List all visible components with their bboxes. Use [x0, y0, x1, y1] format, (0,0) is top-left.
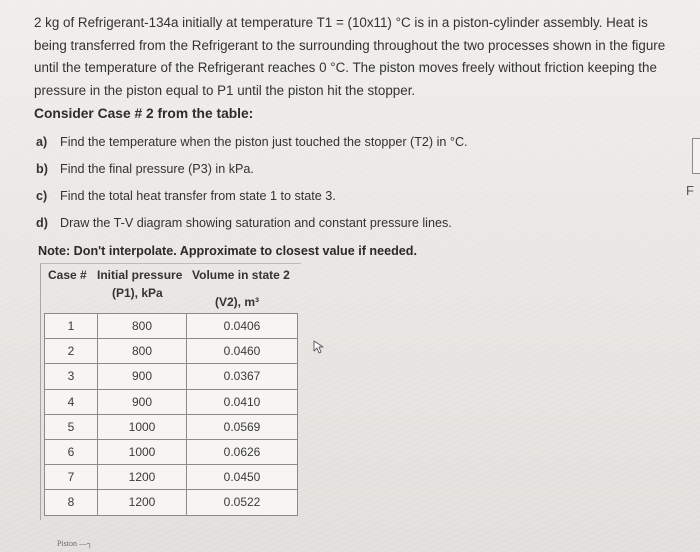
figure-label-piston: Piston —┐ [57, 539, 93, 548]
header-pressure-line1: Initial pressure [97, 268, 183, 282]
figure-label-text: Piston [57, 539, 78, 548]
offscreen-bracket [692, 138, 700, 174]
case-cell: 4 [45, 389, 98, 414]
header-volume-line1: Volume in state 2 [192, 268, 290, 282]
mouse-cursor-icon [313, 340, 327, 354]
table-row [45, 465, 298, 490]
pressure-cell: 800 [98, 339, 187, 364]
question-text: Find the total heat transfer from state 1 to state 3. [60, 189, 336, 203]
header-case: Case # [48, 268, 87, 282]
volume-cell: 0.0367 [187, 364, 298, 389]
question-c [36, 189, 336, 203]
question-a [36, 135, 468, 149]
problem-statement [34, 12, 674, 102]
pressure-cell: 1000 [98, 439, 187, 464]
case-cell: 3 [45, 364, 98, 389]
volume-cell: 0.0569 [187, 414, 298, 439]
question-d [36, 216, 452, 230]
case-table [44, 313, 298, 516]
volume-cell: 0.0460 [187, 339, 298, 364]
volume-cell: 0.0522 [187, 490, 298, 515]
offscreen-letter: F [686, 183, 694, 198]
case-cell: 2 [45, 339, 98, 364]
case-cell: 1 [45, 314, 98, 339]
table-row [45, 339, 298, 364]
case-cell: 5 [45, 414, 98, 439]
case-cell: 6 [45, 439, 98, 464]
pressure-cell: 800 [98, 314, 187, 339]
volume-cell: 0.0410 [187, 389, 298, 414]
case-heading: Consider Case # 2 from the table: [34, 106, 254, 121]
question-text: Find the temperature when the piston just touched the stopper (T2) in °C. [60, 135, 468, 149]
volume-cell: 0.0406 [187, 314, 298, 339]
problem-line: pressure in the piston equal to P1 until the piston hit the stopper. [34, 82, 416, 98]
note-text: Note: Don't interpolate. Approximate to closest value if needed. [38, 244, 417, 258]
question-b [36, 162, 254, 176]
volume-cell: 0.0450 [187, 465, 298, 490]
pressure-cell: 1200 [98, 490, 187, 515]
header-pressure-line2: (P1), kPa [112, 286, 163, 300]
problem-line: being transferred from the Refrigerant to the surrounding throughout the two processes shown in the figure [34, 37, 666, 53]
volume-cell: 0.0626 [187, 439, 298, 464]
table-row [45, 314, 298, 339]
question-label: b) [36, 162, 48, 176]
pressure-cell: 900 [98, 364, 187, 389]
pressure-cell: 900 [98, 389, 187, 414]
table-row [45, 490, 298, 515]
question-text: Draw the T-V diagram showing saturation and constant pressure lines. [60, 216, 452, 230]
question-text: Find the final pressure (P3) in kPa. [60, 162, 254, 176]
table-row [45, 414, 298, 439]
header-volume-line2: (V2), m³ [215, 295, 260, 309]
table-row [45, 389, 298, 414]
problem-line: 2 kg of Refrigerant-134a initially at temperature T1 = (10x11) °C is in a piston-cylinder assembly. Heat is [34, 15, 648, 30]
question-label: d) [36, 216, 48, 230]
table-row [45, 439, 298, 464]
table-row [45, 364, 298, 389]
problem-line: until the temperature of the Refrigerant reaches 0 °C. The piston moves freely without friction keeping the [34, 60, 657, 75]
case-cell: 7 [45, 465, 98, 490]
case-cell: 8 [45, 490, 98, 515]
question-label: c) [36, 189, 48, 203]
question-label: a) [36, 135, 48, 149]
pressure-cell: 1200 [98, 465, 187, 490]
pressure-cell: 1000 [98, 414, 187, 439]
